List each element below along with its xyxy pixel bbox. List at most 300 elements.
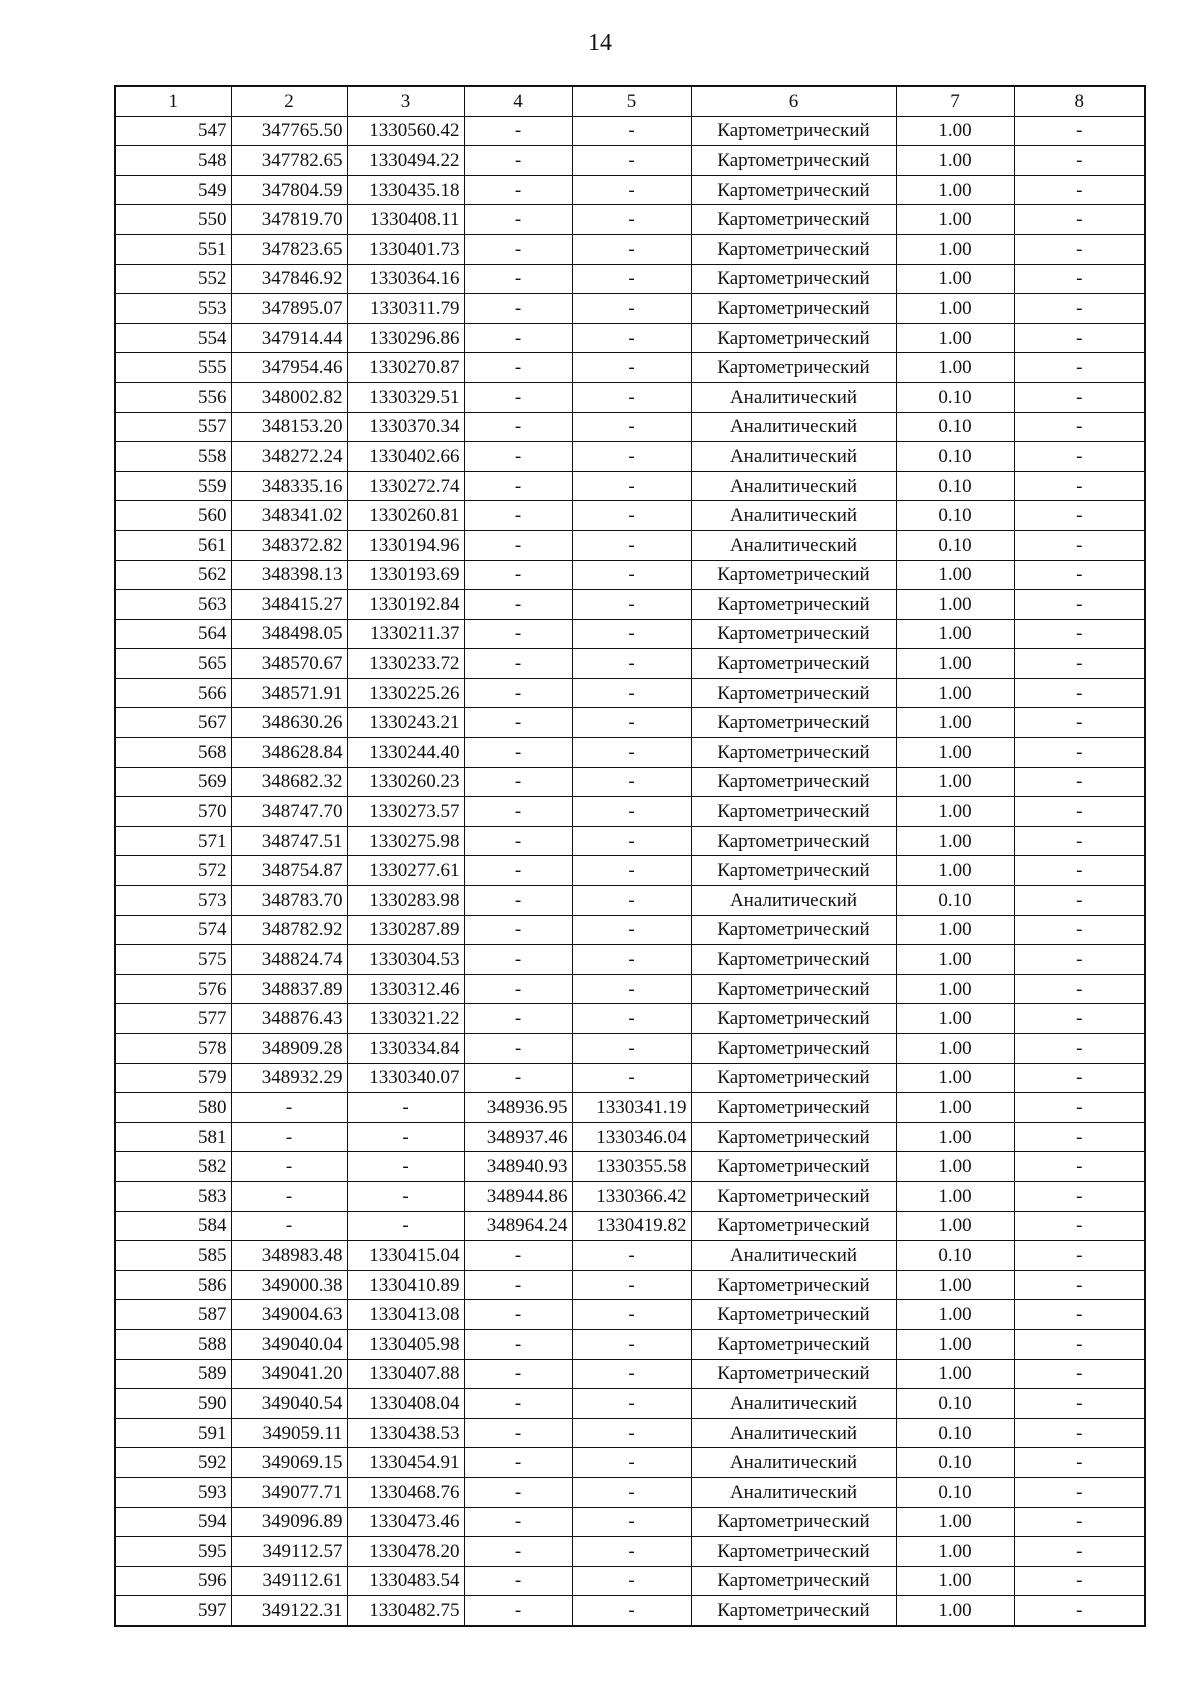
- note-cell: -: [1014, 264, 1145, 294]
- table-row: [115, 856, 1145, 886]
- table-row: [115, 915, 1145, 945]
- x-coordinate-cell: 347782.65: [231, 146, 347, 176]
- accuracy-cell: 0.10: [896, 1241, 1014, 1271]
- point-number-cell: 577: [115, 1004, 231, 1034]
- y-new-cell: -: [572, 767, 691, 797]
- table-row: [115, 1507, 1145, 1537]
- point-number-cell: 561: [115, 530, 231, 560]
- accuracy-cell: 1.00: [896, 146, 1014, 176]
- x-coordinate-cell: 348335.16: [231, 471, 347, 501]
- x-coordinate-cell: 349112.61: [231, 1566, 347, 1596]
- accuracy-cell: 1.00: [896, 294, 1014, 324]
- method-cell: Аналитический: [691, 1389, 896, 1419]
- note-cell: -: [1014, 1329, 1145, 1359]
- y-new-cell: -: [572, 501, 691, 531]
- table-row: [115, 442, 1145, 472]
- y-new-cell: -: [572, 886, 691, 916]
- point-number-cell: 590: [115, 1389, 231, 1419]
- x-coordinate-cell: 348754.87: [231, 856, 347, 886]
- y-new-cell: -: [572, 1270, 691, 1300]
- table-row: [115, 1418, 1145, 1448]
- x-coordinate-cell: -: [231, 1093, 347, 1123]
- y-new-cell: -: [572, 974, 691, 1004]
- x-new-cell: -: [464, 1063, 572, 1093]
- method-cell: Картометрический: [691, 1537, 896, 1567]
- y-coordinate-cell: 1330482.75: [347, 1596, 464, 1626]
- method-cell: Картометрический: [691, 974, 896, 1004]
- point-number-cell: 592: [115, 1448, 231, 1478]
- method-cell: Аналитический: [691, 382, 896, 412]
- x-new-cell: -: [464, 856, 572, 886]
- column-header: 3: [347, 86, 464, 116]
- x-coordinate-cell: 349004.63: [231, 1300, 347, 1330]
- x-coordinate-cell: 348498.05: [231, 619, 347, 649]
- point-number-cell: 556: [115, 382, 231, 412]
- point-number-cell: 575: [115, 945, 231, 975]
- method-cell: Аналитический: [691, 1418, 896, 1448]
- accuracy-cell: 1.00: [896, 560, 1014, 590]
- note-cell: -: [1014, 175, 1145, 205]
- y-coordinate-cell: 1330243.21: [347, 708, 464, 738]
- x-coordinate-cell: -: [231, 1211, 347, 1241]
- column-header: 8: [1014, 86, 1145, 116]
- x-new-cell: -: [464, 797, 572, 827]
- method-cell: Картометрический: [691, 826, 896, 856]
- x-new-cell: -: [464, 886, 572, 916]
- note-cell: -: [1014, 1034, 1145, 1064]
- x-new-cell: -: [464, 1596, 572, 1626]
- point-number-cell: 597: [115, 1596, 231, 1626]
- note-cell: -: [1014, 1181, 1145, 1211]
- y-coordinate-cell: 1330272.74: [347, 471, 464, 501]
- table-row: [115, 412, 1145, 442]
- x-new-cell: -: [464, 234, 572, 264]
- note-cell: -: [1014, 856, 1145, 886]
- x-coordinate-cell: 347954.46: [231, 353, 347, 383]
- point-number-cell: 594: [115, 1507, 231, 1537]
- x-new-cell: -: [464, 1300, 572, 1330]
- table-row: [115, 353, 1145, 383]
- table-row: [115, 738, 1145, 768]
- y-coordinate-cell: -: [347, 1181, 464, 1211]
- table-row: [115, 708, 1145, 738]
- table-row: [115, 382, 1145, 412]
- x-coordinate-cell: 348932.29: [231, 1063, 347, 1093]
- y-coordinate-cell: 1330312.46: [347, 974, 464, 1004]
- column-header: 5: [572, 86, 691, 116]
- point-number-cell: 571: [115, 826, 231, 856]
- x-new-cell: -: [464, 1270, 572, 1300]
- table-row: [115, 1389, 1145, 1419]
- x-new-cell: -: [464, 619, 572, 649]
- page-number: 14: [588, 30, 612, 56]
- method-cell: Картометрический: [691, 619, 896, 649]
- x-coordinate-cell: 348415.27: [231, 590, 347, 620]
- point-number-cell: 591: [115, 1418, 231, 1448]
- table-row: [115, 590, 1145, 620]
- x-new-cell: -: [464, 767, 572, 797]
- y-new-cell: -: [572, 1300, 691, 1330]
- note-cell: -: [1014, 1241, 1145, 1271]
- table-row: [115, 1270, 1145, 1300]
- y-coordinate-cell: 1330560.42: [347, 116, 464, 146]
- method-cell: Картометрический: [691, 560, 896, 590]
- x-coordinate-cell: 349000.38: [231, 1270, 347, 1300]
- note-cell: -: [1014, 412, 1145, 442]
- y-coordinate-cell: 1330413.08: [347, 1300, 464, 1330]
- method-cell: Картометрический: [691, 1566, 896, 1596]
- accuracy-cell: 0.10: [896, 1418, 1014, 1448]
- x-coordinate-cell: 348983.48: [231, 1241, 347, 1271]
- note-cell: -: [1014, 767, 1145, 797]
- point-number-cell: 549: [115, 175, 231, 205]
- table-row: [115, 1152, 1145, 1182]
- x-new-cell: -: [464, 945, 572, 975]
- table-row: [115, 146, 1145, 176]
- accuracy-cell: 0.10: [896, 1477, 1014, 1507]
- x-new-cell: -: [464, 590, 572, 620]
- table-row: [115, 826, 1145, 856]
- accuracy-cell: 1.00: [896, 915, 1014, 945]
- point-number-cell: 581: [115, 1122, 231, 1152]
- accuracy-cell: 0.10: [896, 501, 1014, 531]
- x-new-cell: -: [464, 1566, 572, 1596]
- x-coordinate-cell: -: [231, 1122, 347, 1152]
- y-new-cell: -: [572, 353, 691, 383]
- accuracy-cell: 1.00: [896, 619, 1014, 649]
- accuracy-cell: 1.00: [896, 974, 1014, 1004]
- method-cell: Картометрический: [691, 175, 896, 205]
- table-row: [115, 886, 1145, 916]
- y-new-cell: 1330366.42: [572, 1181, 691, 1211]
- x-new-cell: -: [464, 974, 572, 1004]
- note-cell: -: [1014, 738, 1145, 768]
- x-new-cell: -: [464, 264, 572, 294]
- x-new-cell: -: [464, 501, 572, 531]
- method-cell: Картометрический: [691, 146, 896, 176]
- point-number-cell: 586: [115, 1270, 231, 1300]
- point-number-cell: 593: [115, 1477, 231, 1507]
- y-new-cell: -: [572, 382, 691, 412]
- accuracy-cell: 1.00: [896, 264, 1014, 294]
- method-cell: Картометрический: [691, 116, 896, 146]
- x-coordinate-cell: 348002.82: [231, 382, 347, 412]
- y-new-cell: -: [572, 560, 691, 590]
- method-cell: Аналитический: [691, 471, 896, 501]
- note-cell: -: [1014, 826, 1145, 856]
- y-new-cell: -: [572, 1004, 691, 1034]
- table-row: [115, 1448, 1145, 1478]
- point-number-cell: 589: [115, 1359, 231, 1389]
- x-new-cell: 348940.93: [464, 1152, 572, 1182]
- note-cell: -: [1014, 708, 1145, 738]
- x-new-cell: -: [464, 1448, 572, 1478]
- note-cell: -: [1014, 1270, 1145, 1300]
- accuracy-cell: 1.00: [896, 205, 1014, 235]
- accuracy-cell: 1.00: [896, 708, 1014, 738]
- method-cell: Аналитический: [691, 442, 896, 472]
- table-row: [115, 1359, 1145, 1389]
- y-coordinate-cell: 1330260.81: [347, 501, 464, 531]
- table-row: [115, 945, 1145, 975]
- note-cell: -: [1014, 649, 1145, 679]
- y-new-cell: -: [572, 116, 691, 146]
- table-row: [115, 175, 1145, 205]
- table-row: [115, 501, 1145, 531]
- table-row: [115, 767, 1145, 797]
- x-new-cell: -: [464, 382, 572, 412]
- column-header: 2: [231, 86, 347, 116]
- accuracy-cell: 1.00: [896, 1359, 1014, 1389]
- y-new-cell: -: [572, 1034, 691, 1064]
- note-cell: -: [1014, 1596, 1145, 1626]
- note-cell: -: [1014, 471, 1145, 501]
- coordinates-table: [114, 85, 1146, 1627]
- table-row: [115, 471, 1145, 501]
- point-number-cell: 578: [115, 1034, 231, 1064]
- point-number-cell: 583: [115, 1181, 231, 1211]
- y-coordinate-cell: 1330283.98: [347, 886, 464, 916]
- point-number-cell: 584: [115, 1211, 231, 1241]
- y-coordinate-cell: -: [347, 1211, 464, 1241]
- point-number-cell: 563: [115, 590, 231, 620]
- accuracy-cell: 1.00: [896, 1181, 1014, 1211]
- note-cell: -: [1014, 1359, 1145, 1389]
- x-new-cell: -: [464, 442, 572, 472]
- point-number-cell: 570: [115, 797, 231, 827]
- y-new-cell: -: [572, 1566, 691, 1596]
- accuracy-cell: 0.10: [896, 382, 1014, 412]
- accuracy-cell: 0.10: [896, 530, 1014, 560]
- method-cell: Картометрический: [691, 678, 896, 708]
- y-new-cell: -: [572, 708, 691, 738]
- y-new-cell: -: [572, 797, 691, 827]
- note-cell: -: [1014, 945, 1145, 975]
- method-cell: Картометрический: [691, 797, 896, 827]
- y-new-cell: -: [572, 590, 691, 620]
- accuracy-cell: 1.00: [896, 175, 1014, 205]
- x-coordinate-cell: 349112.57: [231, 1537, 347, 1567]
- x-coordinate-cell: 348153.20: [231, 412, 347, 442]
- x-coordinate-cell: 347765.50: [231, 116, 347, 146]
- accuracy-cell: 0.10: [896, 1389, 1014, 1419]
- accuracy-cell: 1.00: [896, 1300, 1014, 1330]
- x-new-cell: -: [464, 1004, 572, 1034]
- column-header: 7: [896, 86, 1014, 116]
- accuracy-cell: 1.00: [896, 738, 1014, 768]
- note-cell: -: [1014, 294, 1145, 324]
- point-number-cell: 572: [115, 856, 231, 886]
- note-cell: -: [1014, 501, 1145, 531]
- y-coordinate-cell: 1330473.46: [347, 1507, 464, 1537]
- accuracy-cell: 1.00: [896, 1566, 1014, 1596]
- table-row: [115, 678, 1145, 708]
- x-coordinate-cell: 348341.02: [231, 501, 347, 531]
- note-cell: -: [1014, 915, 1145, 945]
- y-coordinate-cell: 1330244.40: [347, 738, 464, 768]
- method-cell: Картометрический: [691, 945, 896, 975]
- x-new-cell: -: [464, 294, 572, 324]
- y-coordinate-cell: 1330408.04: [347, 1389, 464, 1419]
- method-cell: Аналитический: [691, 501, 896, 531]
- method-cell: Картометрический: [691, 915, 896, 945]
- method-cell: Аналитический: [691, 1448, 896, 1478]
- method-cell: Картометрический: [691, 856, 896, 886]
- note-cell: -: [1014, 590, 1145, 620]
- point-number-cell: 582: [115, 1152, 231, 1182]
- point-number-cell: 596: [115, 1566, 231, 1596]
- x-coordinate-cell: 348372.82: [231, 530, 347, 560]
- y-coordinate-cell: 1330405.98: [347, 1329, 464, 1359]
- note-cell: -: [1014, 1211, 1145, 1241]
- note-cell: -: [1014, 560, 1145, 590]
- y-coordinate-cell: 1330410.89: [347, 1270, 464, 1300]
- x-coordinate-cell: -: [231, 1152, 347, 1182]
- method-cell: Картометрический: [691, 1152, 896, 1182]
- method-cell: Картометрический: [691, 1211, 896, 1241]
- y-coordinate-cell: 1330260.23: [347, 767, 464, 797]
- y-new-cell: -: [572, 1241, 691, 1271]
- x-coordinate-cell: 348876.43: [231, 1004, 347, 1034]
- method-cell: Аналитический: [691, 1477, 896, 1507]
- method-cell: Картометрический: [691, 264, 896, 294]
- point-number-cell: 560: [115, 501, 231, 531]
- point-number-cell: 552: [115, 264, 231, 294]
- table-row: [115, 1329, 1145, 1359]
- method-cell: Картометрический: [691, 1122, 896, 1152]
- point-number-cell: 558: [115, 442, 231, 472]
- point-number-cell: 562: [115, 560, 231, 590]
- x-new-cell: -: [464, 1418, 572, 1448]
- method-cell: Картометрический: [691, 1300, 896, 1330]
- y-coordinate-cell: 1330483.54: [347, 1566, 464, 1596]
- x-coordinate-cell: 347819.70: [231, 205, 347, 235]
- method-cell: Картометрический: [691, 1596, 896, 1626]
- x-coordinate-cell: 348782.92: [231, 915, 347, 945]
- table-row: [115, 1063, 1145, 1093]
- point-number-cell: 588: [115, 1329, 231, 1359]
- y-coordinate-cell: 1330370.34: [347, 412, 464, 442]
- accuracy-cell: 1.00: [896, 826, 1014, 856]
- accuracy-cell: 1.00: [896, 1596, 1014, 1626]
- x-coordinate-cell: 348747.70: [231, 797, 347, 827]
- method-cell: Картометрический: [691, 649, 896, 679]
- table-row: [115, 1122, 1145, 1152]
- x-new-cell: -: [464, 915, 572, 945]
- y-coordinate-cell: 1330192.84: [347, 590, 464, 620]
- x-new-cell: -: [464, 116, 572, 146]
- accuracy-cell: 1.00: [896, 797, 1014, 827]
- y-coordinate-cell: 1330329.51: [347, 382, 464, 412]
- point-number-cell: 547: [115, 116, 231, 146]
- y-coordinate-cell: 1330277.61: [347, 856, 464, 886]
- x-new-cell: 348964.24: [464, 1211, 572, 1241]
- x-new-cell: -: [464, 678, 572, 708]
- y-coordinate-cell: 1330454.91: [347, 1448, 464, 1478]
- method-cell: Аналитический: [691, 412, 896, 442]
- accuracy-cell: 1.00: [896, 1034, 1014, 1064]
- x-new-cell: -: [464, 1359, 572, 1389]
- note-cell: -: [1014, 146, 1145, 176]
- x-coordinate-cell: 348630.26: [231, 708, 347, 738]
- accuracy-cell: 1.00: [896, 945, 1014, 975]
- y-coordinate-cell: 1330494.22: [347, 146, 464, 176]
- y-coordinate-cell: 1330194.96: [347, 530, 464, 560]
- y-new-cell: 1330355.58: [572, 1152, 691, 1182]
- note-cell: -: [1014, 1418, 1145, 1448]
- y-coordinate-cell: 1330478.20: [347, 1537, 464, 1567]
- x-coordinate-cell: 349059.11: [231, 1418, 347, 1448]
- method-cell: Картометрический: [691, 1359, 896, 1389]
- y-new-cell: -: [572, 234, 691, 264]
- accuracy-cell: 1.00: [896, 1270, 1014, 1300]
- y-new-cell: -: [572, 678, 691, 708]
- y-new-cell: -: [572, 175, 691, 205]
- x-coordinate-cell: -: [231, 1181, 347, 1211]
- method-cell: Картометрический: [691, 1093, 896, 1123]
- y-new-cell: -: [572, 442, 691, 472]
- table-row: [115, 234, 1145, 264]
- point-number-cell: 587: [115, 1300, 231, 1330]
- accuracy-cell: 1.00: [896, 649, 1014, 679]
- note-cell: -: [1014, 1122, 1145, 1152]
- y-coordinate-cell: 1330435.18: [347, 175, 464, 205]
- x-coordinate-cell: 349040.54: [231, 1389, 347, 1419]
- x-new-cell: -: [464, 353, 572, 383]
- point-number-cell: 559: [115, 471, 231, 501]
- accuracy-cell: 1.00: [896, 323, 1014, 353]
- point-number-cell: 554: [115, 323, 231, 353]
- column-header: 4: [464, 86, 572, 116]
- y-coordinate-cell: 1330193.69: [347, 560, 464, 590]
- point-number-cell: 574: [115, 915, 231, 945]
- point-number-cell: 565: [115, 649, 231, 679]
- note-cell: -: [1014, 1448, 1145, 1478]
- method-cell: Картометрический: [691, 708, 896, 738]
- point-number-cell: 576: [115, 974, 231, 1004]
- method-cell: Картометрический: [691, 323, 896, 353]
- y-coordinate-cell: -: [347, 1152, 464, 1182]
- y-new-cell: -: [572, 146, 691, 176]
- y-new-cell: -: [572, 323, 691, 353]
- accuracy-cell: 0.10: [896, 412, 1014, 442]
- note-cell: -: [1014, 116, 1145, 146]
- accuracy-cell: 1.00: [896, 116, 1014, 146]
- method-cell: Картометрический: [691, 1034, 896, 1064]
- point-number-cell: 568: [115, 738, 231, 768]
- point-number-cell: 569: [115, 767, 231, 797]
- note-cell: -: [1014, 1389, 1145, 1419]
- note-cell: -: [1014, 1537, 1145, 1567]
- accuracy-cell: 1.00: [896, 353, 1014, 383]
- y-coordinate-cell: 1330340.07: [347, 1063, 464, 1093]
- y-coordinate-cell: 1330270.87: [347, 353, 464, 383]
- x-coordinate-cell: 348272.24: [231, 442, 347, 472]
- method-cell: Картометрический: [691, 1270, 896, 1300]
- y-new-cell: -: [572, 856, 691, 886]
- table-row: [115, 1596, 1145, 1626]
- note-cell: -: [1014, 530, 1145, 560]
- x-new-cell: -: [464, 205, 572, 235]
- y-coordinate-cell: 1330311.79: [347, 294, 464, 324]
- table-row: [115, 530, 1145, 560]
- y-new-cell: -: [572, 1507, 691, 1537]
- method-cell: Аналитический: [691, 886, 896, 916]
- table-row: [115, 797, 1145, 827]
- table-row: [115, 1181, 1145, 1211]
- table-row: [115, 1477, 1145, 1507]
- x-new-cell: -: [464, 560, 572, 590]
